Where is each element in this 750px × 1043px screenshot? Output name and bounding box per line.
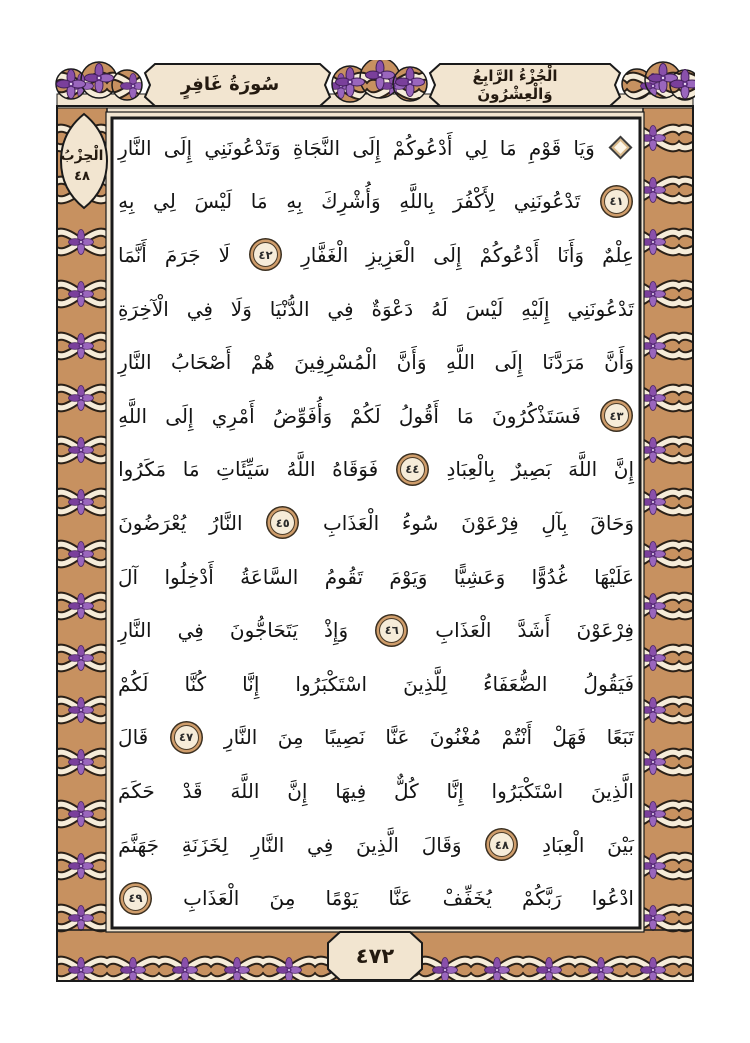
verse-line — [118, 657, 634, 711]
verse-word: مِنَ — [269, 886, 296, 911]
verse-word: لَيْسَ — [194, 189, 233, 214]
verse-word: عِلْمٌ — [602, 242, 634, 267]
juz-title: الْجُزْءُ الرَّابِعُ وَالْعِشْرُونَ — [472, 66, 558, 103]
verse-word: الْعَذَابِ — [322, 510, 380, 535]
verse-word: وَعَشِيًّا — [453, 564, 506, 589]
verse-word: وَإِذْ — [324, 618, 349, 643]
verse-word: الْغَفَّارِ — [301, 242, 349, 267]
verse-word: لَا — [218, 242, 231, 267]
verse-word: لَكُمْ — [350, 403, 381, 428]
verse-line — [118, 818, 634, 872]
verse-word: وَأَنَّ — [604, 350, 634, 375]
verse-word: مَا — [499, 135, 517, 160]
verse-word: فِي — [307, 832, 334, 857]
page-number: ٤٧٢ — [355, 944, 395, 968]
ayah-number-medallion: ٤٢ — [253, 242, 278, 267]
verse-line — [118, 121, 634, 175]
verse-word: جَرَمَ — [164, 242, 201, 267]
verse-word: وَحَاقَ — [590, 510, 634, 535]
verse-word: بَيْنَ — [607, 832, 634, 857]
verse-word: إِلَيْهِ — [521, 296, 550, 321]
verse-word: قَوْمِ — [528, 135, 562, 160]
verse-line — [118, 389, 634, 443]
verse-line — [118, 764, 634, 818]
verse-word: مَا — [250, 189, 268, 214]
verse-word: مِنَ — [277, 725, 304, 750]
verse-word: لَكُمْ — [118, 671, 149, 696]
verse-word: يَوْمًا — [325, 886, 359, 911]
ayah-number-medallion: ٤١ — [604, 189, 629, 214]
verse-word: آلَ — [118, 564, 139, 589]
verse-word: سُوءُ — [401, 510, 439, 535]
verse-word: الَّذِينَ — [591, 778, 634, 803]
verse-word: النَّارِ — [250, 832, 285, 857]
verse-word: فَسَتَذْكُرُونَ — [492, 403, 581, 428]
verse-word: الْعَزِيزِ — [366, 242, 416, 267]
verse-word: قَالَ — [118, 725, 149, 750]
verse-line — [118, 603, 634, 657]
verse-word: فِي — [177, 618, 204, 643]
verse-word: السَّاعَةُ — [240, 564, 299, 589]
verse-word: يُعْرَضُونَ — [118, 510, 187, 535]
verse-word: فَوَقَاهُ — [332, 457, 379, 482]
verse-word: اللَّهُ — [286, 457, 316, 482]
verse-line — [118, 550, 634, 604]
verse-word: وَيَا — [573, 135, 595, 160]
verse-word: اللَّهِ — [445, 350, 475, 375]
verse-word: أَنَّمَا — [118, 242, 147, 267]
left-border-band — [57, 106, 107, 936]
verse-word: بَصِيرٌ — [511, 457, 552, 482]
verse-word: النَّارِ — [118, 350, 152, 375]
verse-word: إِنَّ — [287, 778, 308, 803]
verse-word: اللَّهَ — [568, 457, 598, 482]
verse-word: تَقُومُ — [324, 564, 364, 589]
ayah-number-medallion: ٤٥ — [270, 510, 295, 535]
verse-word: بِالْعِبَادِ — [446, 457, 495, 482]
top-right-ornament — [622, 62, 695, 100]
ayah-number-medallion: ٤٨ — [489, 832, 514, 857]
ayah-number-medallion: ٤٤ — [400, 457, 425, 482]
verse-word: أَصْحَابُ — [170, 350, 232, 375]
verse-word: أَشَدَّ — [517, 618, 551, 643]
hizb-number: ٤٨ — [74, 169, 90, 184]
ayah-number-medallion: ٤٩ — [123, 886, 148, 911]
right-border-band — [643, 106, 693, 936]
verse-word: فَهَلْ — [552, 725, 587, 750]
verse-line — [118, 282, 634, 336]
rub-el-hizb-icon — [608, 136, 632, 160]
verse-word: إِنَّا — [242, 671, 260, 696]
verse-word: اسْتَكْبَرُوا — [295, 671, 368, 696]
verse-line — [118, 711, 634, 765]
verse-word: لِي — [153, 189, 176, 214]
hizb-marker — [58, 128, 106, 204]
ayah-number-medallion: ٤٣ — [604, 403, 629, 428]
ayah-number-medallion: ٤٧ — [174, 725, 199, 750]
verse-word: بِاللَّهِ — [399, 189, 435, 214]
verse-word: إِلَى — [494, 350, 523, 375]
verse-word: اسْتَكْبَرُوا — [491, 778, 564, 803]
verse-word: الْعَذَابِ — [183, 886, 240, 911]
verse-word: لِأَكْفُرَ — [453, 189, 496, 214]
verse-line — [118, 175, 634, 229]
verse-word: فِي — [186, 296, 213, 321]
verse-word: عَنَّا — [388, 886, 413, 911]
verse-word: سَيِّئَاتِ — [216, 457, 270, 482]
verse-word: الْآخِرَةِ — [118, 296, 169, 321]
verse-word: حَكَمَ — [118, 778, 155, 803]
verse-word: النَّارِ — [118, 135, 152, 160]
verse-word: لِخَزَنَةِ — [181, 832, 229, 857]
verse-word: تَدْعُونَنِي — [513, 189, 581, 214]
verse-word: يَتَحَاجُّونَ — [229, 618, 298, 643]
verse-word: ادْعُوا — [591, 886, 634, 911]
verse-word: عَنَّا — [385, 725, 410, 750]
verse-word: النَّارِ — [118, 618, 152, 643]
verse-word: النَّارُ — [209, 510, 243, 535]
verse-word: وَقَالَ — [421, 832, 462, 857]
verse-word: لِي — [464, 135, 488, 160]
verse-word: فَيَقُولُ — [583, 671, 634, 696]
verse-word: فِرْعَوْنَ — [461, 510, 519, 535]
verse-word: إِلَى — [165, 403, 194, 428]
verse-word: إِلَى — [163, 135, 193, 160]
ayah-number-medallion: ٤٦ — [379, 618, 404, 643]
verse-word: مَا — [457, 403, 474, 428]
verse-word: تَدْعُونَنِي — [567, 296, 634, 321]
surah-title: سُورَةُ غَافِرٍ — [180, 74, 280, 95]
verse-word: وَتَدْعُونَنِي — [204, 135, 281, 160]
verse-word: الْعِبَادِ — [542, 832, 585, 857]
verse-word: أَمْرِي — [211, 403, 255, 428]
top-left-ornament — [56, 62, 142, 100]
verse-line — [118, 871, 634, 925]
verse-word: اللَّهَ — [230, 778, 260, 803]
verse-word: أَدْعُوكُمْ — [479, 242, 540, 267]
verse-word: مَرَدَّنَا — [542, 350, 585, 375]
verse-word: وَلَا — [230, 296, 252, 321]
verse-word: وَأَنَا — [557, 242, 585, 267]
verse-word: رَبَّكُمْ — [521, 886, 562, 911]
verse-word: نَصِيبًا — [323, 725, 366, 750]
verse-word: إِلَى — [352, 135, 381, 160]
top-center-ornament — [332, 60, 427, 102]
verse-word: الدُّنْيَا — [269, 296, 310, 321]
verse-word: الْمُسْرِفِينَ — [294, 350, 378, 375]
verse-word: غُدُوًّا — [531, 564, 568, 589]
verse-line — [118, 443, 634, 497]
verse-word: الْعَذَابِ — [435, 618, 492, 643]
verse-word: أَقُولُ — [398, 403, 439, 428]
verse-word: لِلَّذِينَ — [403, 671, 448, 696]
verse-word: هُمْ — [250, 350, 275, 375]
verse-word: النَّارِ — [223, 725, 258, 750]
verse-word: يُخَفِّفْ — [442, 886, 492, 911]
verse-word: إِنَّ — [613, 457, 634, 482]
verse-word: أَنْتُمْ — [501, 725, 533, 750]
verse-word: إِنَّا — [446, 778, 464, 803]
verse-word: وَأُفَوِّضُ — [272, 403, 333, 428]
verse-word: النَّجَاةِ — [292, 135, 341, 160]
verse-word: بِآلِ — [541, 510, 568, 535]
verse-word: بِهِ — [118, 189, 135, 214]
verse-word: بِهِ — [286, 189, 303, 214]
verse-word: مَا — [182, 457, 200, 482]
verse-word: مَكَرُوا — [118, 457, 167, 482]
verse-word: عَلَيْهَا — [594, 564, 634, 589]
verse-word: إِلَى — [433, 242, 462, 267]
verse-word: فِي — [327, 296, 354, 321]
quran-text-area — [118, 121, 634, 925]
verse-word: أَدْعُوكُمْ — [392, 135, 453, 160]
verse-word: لَهُ — [430, 296, 448, 321]
verse-word: وَأُشْرِكَ — [321, 189, 381, 214]
hizb-label: الْحِزْبُ — [60, 148, 104, 164]
verse-word: وَأَنَّ — [396, 350, 427, 375]
verse-word: فِيهَا — [335, 778, 367, 803]
verse-word: كُلٌّ — [394, 778, 419, 803]
verse-word: أَدْخِلُوا — [164, 564, 214, 589]
verse-word: تَبَعًا — [606, 725, 634, 750]
verse-word: لَيْسَ — [465, 296, 504, 321]
verse-word: جَهَنَّمَ — [118, 832, 160, 857]
verse-line — [118, 496, 634, 550]
verse-word: مُغْنُونَ — [429, 725, 482, 750]
verse-word: قَدْ — [182, 778, 203, 803]
verse-word: دَعْوَةٌ — [371, 296, 414, 321]
verse-word: الَّذِينَ — [356, 832, 399, 857]
verse-line — [118, 228, 634, 282]
verse-line — [118, 335, 634, 389]
verse-word: وَيَوْمَ — [389, 564, 428, 589]
verse-word: فِرْعَوْنَ — [576, 618, 634, 643]
verse-word: كُنَّا — [184, 671, 207, 696]
verse-word: الضُّعَفَاءُ — [483, 671, 548, 696]
verse-word: اللَّهِ — [118, 403, 148, 428]
